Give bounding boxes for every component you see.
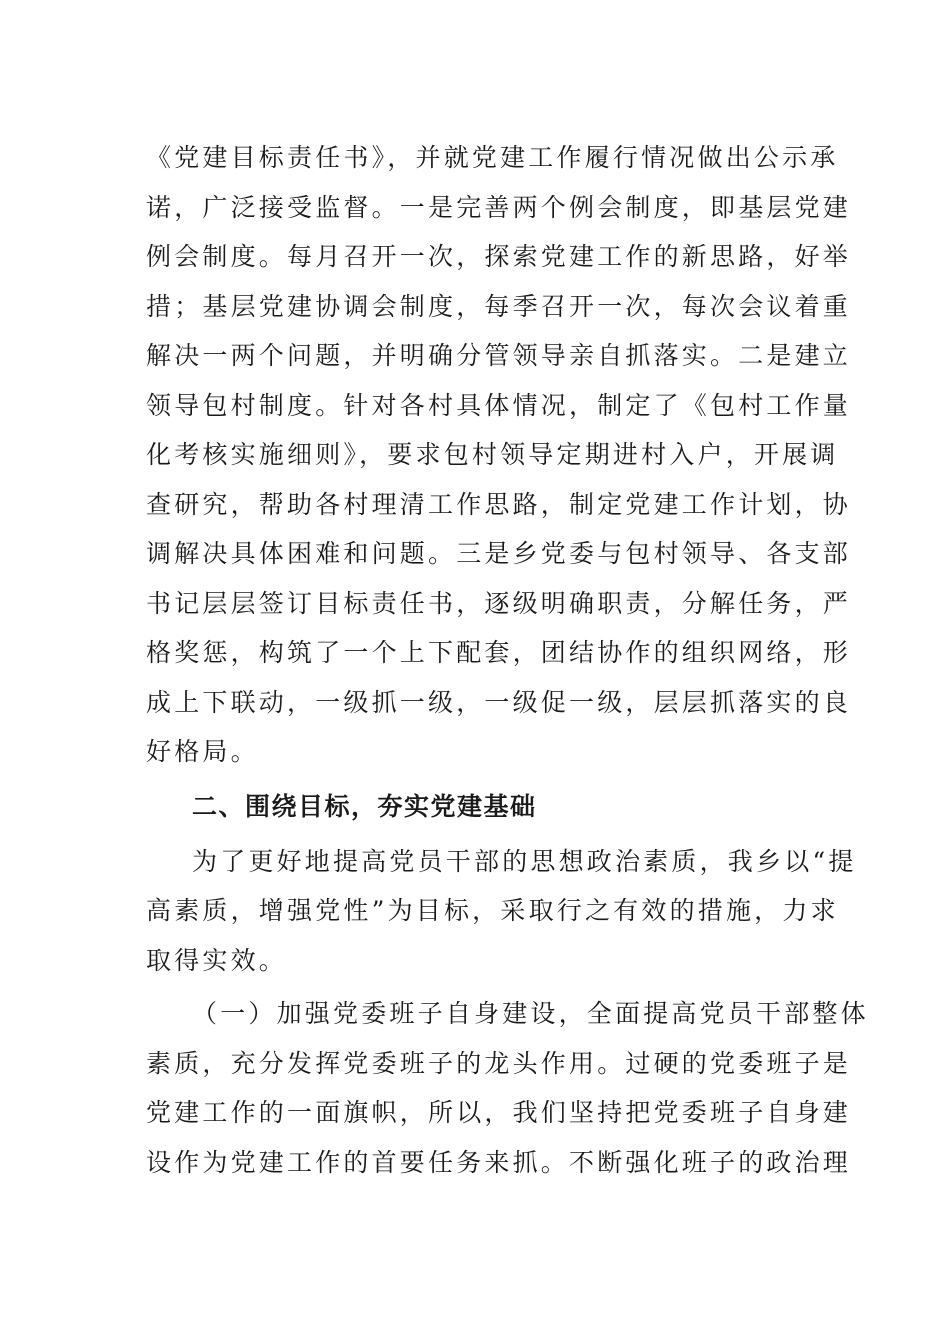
- paragraph-party-committee: [146, 989, 869, 1187]
- text-line: 《党建目标责任书》，并就党建工作履行情况做出公示承: [146, 143, 839, 172]
- paragraph-section-intro: [146, 837, 857, 986]
- text-line: 取得实效。: [146, 945, 288, 975]
- section-heading: 二、围绕目标，夯实党建基础: [192, 791, 537, 821]
- text-line: 化考核实施细则》，要求包村领导定期进村入户，开展调: [146, 440, 839, 469]
- document-body: [146, 133, 869, 1187]
- text-line: 查研究，帮助各村理清工作思路，制定党建工作计划，协: [146, 489, 852, 519]
- text-line: 高素质，增强党性”为目标，采取行之有效的措施，力求: [146, 896, 839, 925]
- text-line: 书记层层签订目标责任书，逐级明确职责，分解任务，严: [146, 588, 852, 618]
- paragraph-responsibility-system: [146, 133, 852, 777]
- text-line: 措；基层党建协调会制度，每季召开一次，每次会议着重: [146, 291, 852, 321]
- text-line: 解决一两个问题，并明确分管领导亲自抓落实。二是建立: [146, 341, 852, 370]
- text-line: 诺，广泛接受监督。一是完善两个例会制度，即基层党建: [146, 192, 852, 222]
- text-line: 例会制度。每月召开一次，探索党建工作的新思路，好举: [146, 242, 852, 271]
- text-line: 调解决具体困难和问题。三是乡党委与包村领导、各支部: [146, 539, 852, 568]
- text-line: 成上下联动，一级抓一级，一级促一级，层层抓落实的良: [146, 687, 852, 717]
- text-line: 党建工作的一面旗帜，所以，我们坚持把党委班子自身建: [146, 1098, 852, 1127]
- text-line: 设作为党建工作的首要任务来抓。不断强化班子的政治理: [146, 1147, 852, 1177]
- text-line: 好格局。: [146, 737, 259, 766]
- text-line: 领导包村制度。针对各村具体情况，制定了《包村工作量: [146, 390, 852, 420]
- text-line: 为了更好地提高党员干部的思想政治素质，我乡以“提: [192, 846, 857, 876]
- text-line: 素质，充分发挥党委班子的龙头作用。过硬的党委班子是: [146, 1048, 852, 1078]
- text-line: 格奖惩，构筑了一个上下配套，团结协作的组织网络，形: [146, 638, 852, 667]
- text-line: （一）加强党委班子自身建设，全面提高党员干部整体: [192, 999, 869, 1028]
